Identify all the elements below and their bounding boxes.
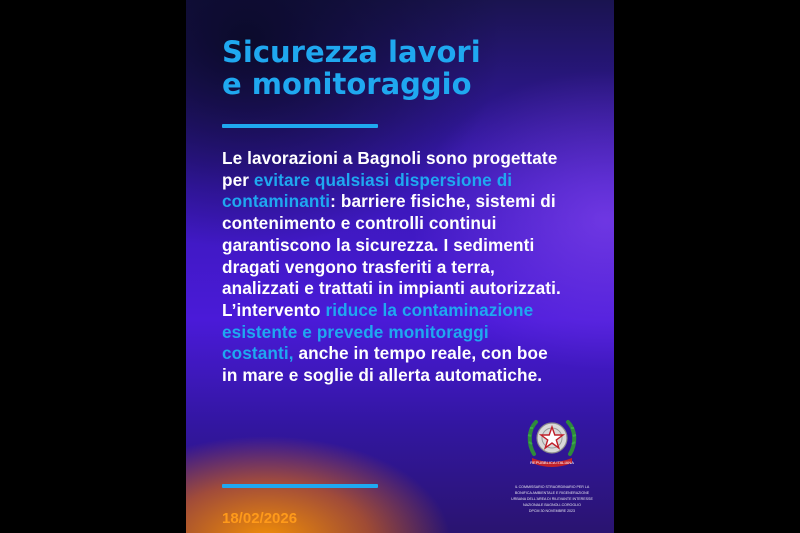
title-line-2: e monitoraggio (222, 67, 472, 101)
caption-line: URBANA DELL'AREA DI RILEVANTE INTERESSE (511, 497, 593, 501)
caption-line: NAZIONALE BAGNOLI-COROGLIO (523, 503, 581, 507)
caption-line: IL COMMISSARIO STRAORDINARIO PER LA (514, 485, 590, 489)
caption-line: BONIFICA AMBIENTALE E RIGENERAZIONE (514, 491, 590, 495)
publication-date: 18/02/2026 (222, 510, 298, 527)
body-text-part-3: anche in tempo reale, con boe in mare e soglie di allerta automatiche. (222, 343, 548, 386)
commissioner-caption (498, 484, 606, 514)
body-highlight-2: riduce la contaminazione esistente e prevede monitoraggi costanti, (222, 299, 534, 364)
caption-line: DPCM 30 NOVEMBRE 2023 (528, 509, 576, 513)
divider-bottom (222, 484, 378, 488)
page-title (222, 36, 522, 100)
divider-top (222, 124, 378, 128)
emblem-banner-text: REPUBBLICA ITALIANA (530, 460, 574, 465)
body-paragraph (222, 148, 562, 387)
body-text-part-2: : barriere fisiche, sistemi di contenimento e controlli continui garantiscono la sicurezza. I sedimenti dragati vengono trasferiti a terra, analizzati e trattati in impianti autorizzati. L’intervento (222, 191, 561, 320)
post-card (186, 0, 614, 533)
title-line-1: Sicurezza lavori (222, 35, 481, 69)
italian-republic-emblem-icon (526, 414, 578, 474)
body-highlight-1: evitare qualsiasi dispersione di contaminanti (222, 169, 513, 212)
body-text-part-1: Le lavorazioni a Bagnoli sono progettate per (222, 148, 558, 190)
